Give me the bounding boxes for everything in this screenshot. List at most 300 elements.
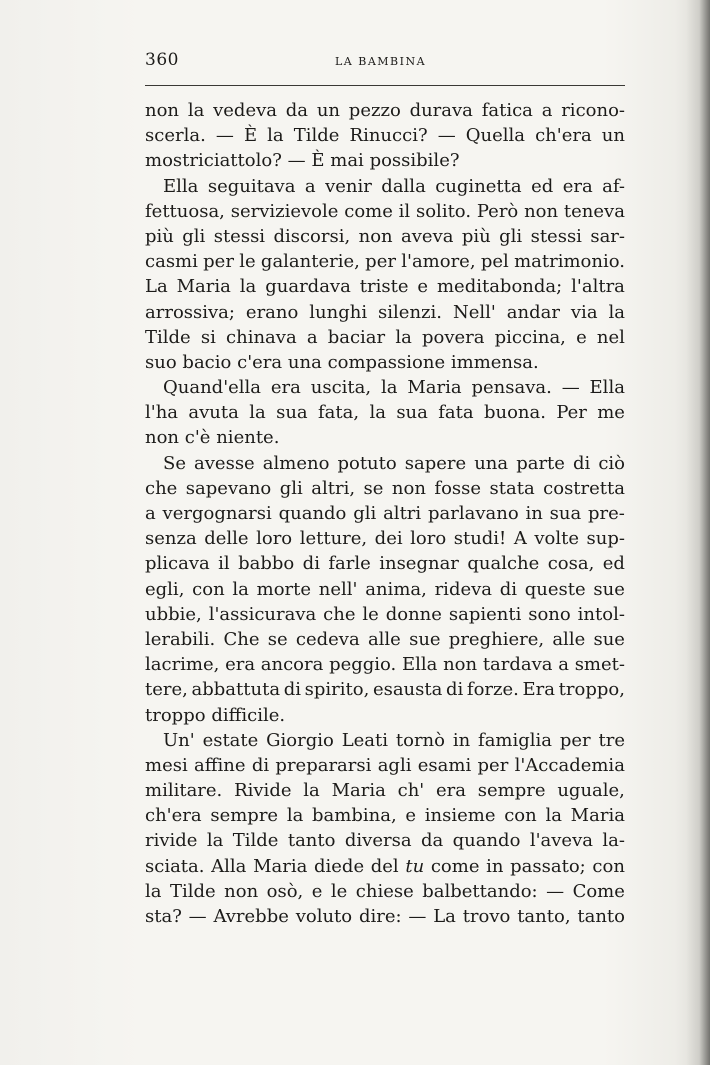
- page-number: 360: [145, 50, 179, 70]
- word: se: [267, 628, 288, 650]
- word: lunghi: [309, 301, 368, 323]
- word: dalla: [381, 175, 426, 197]
- word: altri: [383, 503, 422, 524]
- word: A: [513, 528, 527, 550]
- word: forze.: [466, 679, 519, 701]
- word: La: [433, 906, 456, 927]
- word: immensa.: [450, 351, 539, 373]
- word: parlavano: [427, 503, 519, 524]
- word: troppo,: [558, 679, 625, 701]
- text-line: [145, 300, 625, 325]
- word: studi!: [453, 528, 507, 550]
- word: rivide: [145, 830, 198, 852]
- word: pensava.: [471, 377, 552, 399]
- word: la: [232, 578, 249, 600]
- word: in: [486, 855, 504, 877]
- word: non: [358, 225, 393, 247]
- word: babbo: [238, 553, 295, 575]
- word: vedeva: [213, 100, 277, 121]
- word: potuto: [337, 452, 397, 474]
- word: seguitava: [207, 175, 296, 197]
- word: difficile.: [211, 704, 286, 726]
- word: sup-: [586, 528, 625, 550]
- word: niente.: [216, 427, 280, 449]
- word: a: [304, 175, 316, 197]
- word: plicava: [145, 553, 210, 575]
- text-line: [145, 803, 625, 828]
- text-line: [145, 577, 625, 602]
- word: Alla: [211, 855, 247, 877]
- word: Se: [163, 452, 186, 474]
- word: in: [452, 729, 471, 751]
- word: via: [570, 301, 598, 323]
- word: un: [316, 100, 341, 121]
- word: peggio.: [329, 654, 397, 676]
- word: cedeva: [295, 628, 360, 650]
- word: meditabonda;: [436, 276, 563, 298]
- text-line: [145, 451, 625, 476]
- word: sue: [593, 628, 625, 650]
- word: la: [369, 402, 386, 424]
- word: la: [239, 276, 257, 298]
- word: Quella: [465, 125, 526, 147]
- word: insegnar: [379, 553, 459, 575]
- text-line: [145, 728, 625, 753]
- word: una: [474, 452, 509, 474]
- word: a: [145, 503, 156, 524]
- text-line: [145, 400, 625, 425]
- running-head: LA BAMBINA: [335, 55, 427, 68]
- word: alle: [367, 628, 401, 650]
- word: famiglia: [478, 729, 553, 751]
- word: smet-: [574, 654, 625, 676]
- word: l'Accademia: [514, 754, 625, 776]
- text-line: [145, 123, 625, 148]
- word: Ella: [589, 377, 625, 399]
- word: un: [601, 125, 625, 147]
- word: sapevano: [185, 477, 272, 499]
- word: Maria: [253, 855, 308, 877]
- word: costretta: [543, 477, 625, 499]
- word: triste: [359, 276, 409, 298]
- word: del: [370, 855, 399, 877]
- word: le: [362, 603, 379, 625]
- word: nel: [596, 326, 625, 348]
- word: le: [239, 251, 256, 273]
- word: mostriciattolo?: [145, 150, 282, 172]
- text-line: [145, 224, 625, 249]
- word: erano: [245, 301, 299, 323]
- word: sapere: [404, 452, 467, 474]
- word: È: [243, 125, 258, 147]
- word: queste: [524, 578, 586, 600]
- word: con: [592, 855, 625, 877]
- word: diversa: [344, 830, 412, 852]
- word: baciar: [327, 326, 386, 348]
- text-line: [145, 425, 625, 450]
- word: per: [365, 251, 396, 273]
- word: la: [286, 805, 304, 827]
- word: si: [200, 326, 216, 348]
- word: —: [546, 880, 565, 902]
- word: stata: [489, 477, 535, 499]
- text-line: [145, 501, 625, 526]
- word: affine: [194, 754, 246, 776]
- word: sua: [396, 402, 428, 424]
- word: sapienti: [448, 603, 522, 625]
- text-line: [145, 551, 625, 576]
- word: una: [287, 351, 322, 373]
- word: Maria: [407, 377, 462, 399]
- word: sciata.: [145, 855, 205, 877]
- word: c'era: [237, 351, 283, 373]
- word: aveva: [401, 225, 454, 247]
- word: gli: [182, 225, 206, 247]
- word: cosa,: [547, 553, 595, 575]
- word: ancora: [260, 654, 324, 676]
- word: sue: [593, 578, 625, 600]
- word: troppo: [145, 704, 206, 726]
- word: era: [225, 654, 256, 676]
- word: più: [145, 225, 174, 247]
- word: di: [572, 452, 591, 474]
- word: Un': [163, 729, 195, 751]
- text-line: [145, 652, 625, 677]
- text-line: [145, 753, 625, 778]
- word: chinava: [226, 326, 297, 348]
- word: È: [311, 150, 325, 172]
- word: di: [499, 578, 518, 600]
- word: di: [283, 679, 301, 701]
- word: estate: [202, 729, 259, 751]
- word: e: [576, 326, 587, 348]
- word: voluto: [295, 906, 353, 927]
- word: e: [311, 880, 323, 902]
- word: la: [187, 100, 205, 121]
- word: nell': [318, 578, 358, 600]
- word: trovo: [462, 906, 511, 927]
- word: scerla.: [145, 125, 206, 147]
- word: uscita,: [310, 377, 372, 399]
- word: mesi: [145, 754, 188, 776]
- text-line: [145, 828, 625, 853]
- word: le: [330, 880, 348, 902]
- word: non: [145, 427, 180, 449]
- word: la: [545, 805, 562, 827]
- word: non: [224, 880, 259, 902]
- word: servizievole: [230, 200, 339, 222]
- word: lerabili.: [145, 628, 216, 650]
- word: loro: [410, 528, 447, 550]
- page-header: [145, 50, 625, 72]
- word: da: [420, 830, 444, 852]
- word: sua: [276, 402, 308, 424]
- text-line: [145, 904, 625, 929]
- word: quando: [452, 830, 521, 852]
- text-line: [145, 174, 625, 199]
- word: bacio: [182, 351, 232, 373]
- word: casmi: [145, 251, 198, 273]
- word: venir: [325, 175, 372, 197]
- word: ed: [531, 175, 554, 197]
- word: Tilde: [169, 880, 216, 902]
- word: tanto: [577, 906, 625, 927]
- word: agli: [377, 754, 412, 776]
- word: pre-: [588, 503, 625, 524]
- word: dire:: [358, 906, 402, 927]
- word: quando: [278, 503, 347, 524]
- word: pel: [480, 251, 509, 273]
- word: morte: [256, 578, 312, 600]
- word: Maria: [570, 805, 625, 827]
- word: non: [145, 100, 180, 121]
- word: la: [267, 125, 284, 147]
- word: arrossiva;: [145, 301, 235, 323]
- word: Giorgio: [266, 729, 334, 751]
- word: fettuosa,: [145, 200, 225, 222]
- word: a: [558, 654, 569, 676]
- word: Tilde: [232, 830, 279, 852]
- word: —: [287, 150, 306, 172]
- word: Per: [556, 402, 587, 424]
- text-line: [145, 274, 625, 299]
- word: balbettando:: [422, 880, 538, 902]
- word: intol-: [577, 603, 625, 625]
- word: ed: [602, 553, 625, 575]
- word: l'altra: [571, 276, 625, 298]
- word: che: [323, 603, 356, 625]
- word: Tilde: [145, 326, 191, 348]
- word: la: [145, 880, 162, 902]
- text-line: [145, 199, 625, 224]
- word: possibile?: [369, 150, 460, 172]
- word: donne: [385, 603, 442, 625]
- word: delle: [204, 528, 249, 550]
- word: sar-: [590, 225, 625, 247]
- word: uguale,: [557, 780, 625, 802]
- word: anima,: [365, 578, 427, 600]
- word: me: [597, 402, 625, 424]
- word: dei: [374, 528, 403, 550]
- word: gli: [279, 477, 303, 499]
- word: che: [145, 477, 178, 499]
- word: loro: [256, 528, 293, 550]
- word: pezzo: [348, 100, 401, 121]
- word: af-: [602, 175, 625, 197]
- word: qualche: [467, 553, 540, 575]
- word: la: [380, 377, 398, 399]
- word: la: [303, 780, 320, 802]
- word: stessi: [530, 225, 582, 247]
- word: egli,: [145, 578, 185, 600]
- word: lacrime,: [145, 654, 220, 676]
- word: con: [192, 578, 225, 600]
- text-line: [145, 476, 625, 501]
- word: almeno: [262, 452, 330, 474]
- word: tanto,: [517, 906, 571, 927]
- word: sua: [549, 503, 582, 524]
- word: fatica: [481, 100, 533, 121]
- word: tanto: [287, 830, 336, 852]
- word: Ella: [163, 175, 199, 197]
- word: Avrebbe: [213, 906, 289, 927]
- word: l'assicurava: [208, 603, 317, 625]
- word: sta?: [145, 906, 182, 927]
- word: teneva: [563, 200, 625, 222]
- word: fata,: [318, 402, 360, 424]
- word: non: [443, 654, 478, 676]
- word: galanterie,: [260, 251, 360, 273]
- word: Leati: [341, 729, 389, 751]
- word: sono: [528, 603, 571, 625]
- word: era: [562, 175, 593, 197]
- word: a: [541, 100, 553, 121]
- word: era: [436, 780, 467, 802]
- word: sempre: [477, 780, 546, 802]
- word: come: [344, 200, 393, 222]
- text-line: [145, 677, 625, 702]
- word: bambina,: [312, 805, 397, 827]
- word: Rivide: [234, 780, 292, 802]
- word: e: [405, 805, 417, 827]
- word: —: [215, 125, 234, 147]
- word: tornò: [395, 729, 445, 751]
- body-text: [145, 98, 625, 929]
- word: —: [408, 906, 427, 927]
- word: preghiere,: [448, 628, 545, 650]
- word: il: [218, 553, 230, 575]
- text-line: [145, 703, 625, 728]
- word: Era: [522, 679, 556, 701]
- word: altri,: [311, 477, 356, 499]
- text-line: [145, 148, 625, 173]
- word: c'è: [184, 427, 211, 449]
- header-rule: [145, 85, 625, 86]
- word: Maria: [176, 276, 231, 298]
- word: discorsi,: [273, 225, 351, 247]
- word: esami: [417, 754, 472, 776]
- word: cuginetta: [435, 175, 522, 197]
- word: di: [446, 679, 464, 701]
- word: ciò: [598, 452, 625, 474]
- word: passato;: [510, 855, 586, 877]
- word: —: [437, 125, 456, 147]
- word: era: [270, 377, 301, 399]
- word: ubbie,: [145, 603, 202, 625]
- word: chiese: [355, 880, 414, 902]
- text-line: [145, 602, 625, 627]
- word: stessi: [213, 225, 266, 247]
- word: Nell': [452, 301, 496, 323]
- word: buona.: [483, 402, 546, 424]
- text-line: [145, 350, 625, 375]
- word: Tilde: [293, 125, 340, 147]
- word: vergognarsi: [162, 503, 272, 524]
- word: sue: [409, 628, 441, 650]
- word: Quand'ella: [163, 377, 262, 399]
- word: tardava: [482, 654, 553, 676]
- word: la: [395, 326, 412, 348]
- word: Però: [476, 200, 519, 222]
- word: se: [363, 477, 384, 499]
- word: matrimonio.: [514, 251, 625, 273]
- word: Rinucci?: [349, 125, 428, 147]
- word: osò,: [266, 880, 304, 902]
- word: alle: [552, 628, 586, 650]
- word: fosse: [434, 477, 482, 499]
- word: silenzi.: [378, 301, 443, 323]
- word: —: [561, 377, 580, 399]
- word: tre: [598, 729, 625, 751]
- text-line: [145, 854, 625, 879]
- word: per: [203, 251, 234, 273]
- word: a: [306, 326, 318, 348]
- word: letture,: [299, 528, 368, 550]
- word: prepararsi: [275, 754, 372, 776]
- word: più: [461, 225, 491, 247]
- word: senza: [145, 528, 197, 550]
- word: in: [525, 503, 543, 524]
- word: tere,: [145, 679, 188, 701]
- word: con: [504, 805, 537, 827]
- word: avesse: [194, 452, 255, 474]
- word: mai: [330, 150, 364, 172]
- text-line: [145, 249, 625, 274]
- page-edge-shadow: [686, 0, 710, 1065]
- word: solito.: [415, 200, 472, 222]
- text-line: [145, 627, 625, 652]
- word: compassione: [327, 351, 446, 373]
- word: —: [188, 906, 207, 927]
- word: di: [251, 754, 270, 776]
- word: l'amore,: [401, 251, 476, 273]
- word: Maria: [331, 780, 386, 802]
- word: la: [206, 830, 224, 852]
- word: per: [477, 754, 509, 776]
- word: farle: [328, 553, 371, 575]
- word: parte: [516, 452, 565, 474]
- word: La: [145, 276, 168, 298]
- word: l'aveva: [529, 830, 593, 852]
- word: l'ha: [145, 402, 179, 424]
- text-line: [145, 526, 625, 551]
- word: diede: [313, 855, 365, 877]
- text-line: [145, 778, 625, 803]
- word: per: [559, 729, 591, 751]
- word: andar: [506, 301, 560, 323]
- word: gli: [353, 503, 377, 524]
- word: Ella: [401, 654, 438, 676]
- word: la-: [602, 830, 625, 852]
- text-line: [145, 879, 625, 904]
- word: da: [285, 100, 309, 121]
- text-line: [145, 375, 625, 400]
- word: rideva: [434, 578, 493, 600]
- word: gli: [499, 225, 523, 247]
- word: durava: [409, 100, 473, 121]
- word: povera: [421, 326, 485, 348]
- word: esausta: [372, 679, 443, 701]
- word: non: [391, 477, 426, 499]
- word: tu: [405, 855, 425, 877]
- word: Che: [223, 628, 260, 650]
- word: Come: [572, 880, 625, 902]
- word: come: [430, 855, 480, 877]
- word: guardava: [265, 276, 351, 298]
- word: non: [524, 200, 559, 222]
- word: ch': [397, 780, 425, 802]
- word: piccina,: [494, 326, 566, 348]
